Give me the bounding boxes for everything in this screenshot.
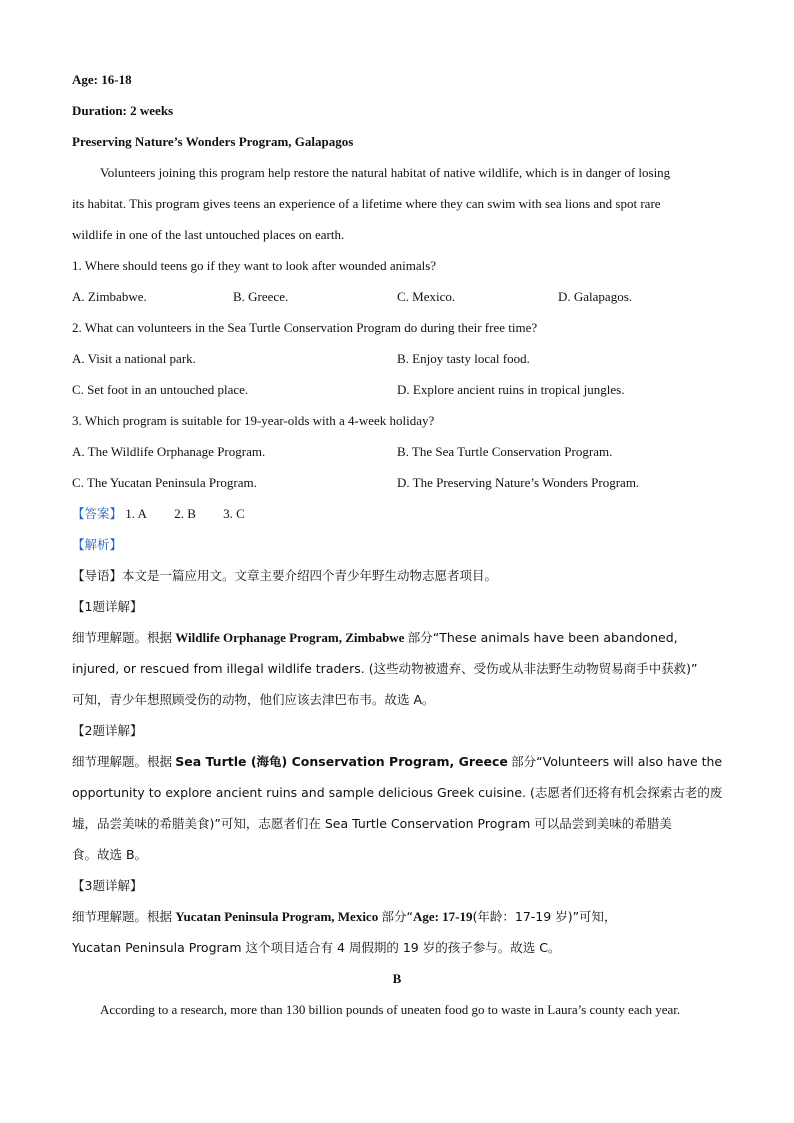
detail-3-mid: 部分“ (381, 909, 413, 924)
program-title: Preserving Nature’s Wonders Program, Galapagos (72, 134, 354, 149)
detail-2-prefix: 细节理解题。根据 (72, 754, 173, 769)
question-1-option-c: C. Mexico. (397, 289, 456, 304)
analysis-intro: 【导语】本文是一篇应用文。文章主要介绍四个青少年野生动物志愿者项目。 (72, 568, 498, 583)
detail-2-program-name: Sea Turtle (海龟) Conservation Program, Greece (175, 754, 508, 769)
detail-2-line-4: 食。故选 B。 (72, 847, 148, 862)
program-paragraph-line: its habitat. This program gives teens an experience of a lifetime where they can swim with sea lions and spot rare (72, 196, 661, 211)
question-2-option-a: A. Visit a national park. (72, 351, 196, 366)
question-1-option-d: D. Galapagos. (558, 289, 633, 304)
question-1-option-b: B. Greece. (233, 289, 289, 304)
program-duration: Duration: 2 weeks (72, 103, 174, 118)
answer-item: 2. B (174, 506, 196, 521)
detail-2-suffix: 部分“Volunteers will also have the (511, 754, 723, 769)
answer-item: 3. C (223, 506, 245, 521)
detail-3-prefix: 细节理解题。根据 (72, 909, 173, 924)
question-2-option-b: B. Enjoy tasty local food. (397, 351, 530, 366)
detail-3-line-2: Yucatan Peninsula Program 这个项目适合有 4 周假期的 19 岁的孩子参与。故选 C。 (72, 940, 561, 955)
question-2-options-row-1 (72, 343, 722, 374)
section-b-heading: B (392, 971, 402, 986)
detail-1-line-3: 可知，青少年想照顾受伤的动物，他们应该去津巴布韦。故选 A。 (72, 692, 435, 707)
detail-2-line-2: opportunity to explore ancient ruins and sample delicious Greek cuisine. (志愿者们还将有机会探索古老的废 (72, 785, 723, 800)
question-3-option-a: A. The Wildlife Orphanage Program. (72, 444, 266, 459)
detail-3-line-1 (72, 901, 722, 932)
detail-1-header: 【1题详解】 (72, 599, 143, 614)
detail-2-header: 【2题详解】 (72, 723, 143, 738)
question-3-option-d: D. The Preserving Nature’s Wonders Program. (397, 475, 640, 490)
question-3-options-row-1 (72, 436, 722, 467)
detail-3-age: Age: 17-19 (412, 909, 473, 924)
document-page (72, 64, 722, 1025)
question-1-option-a: A. Zimbabwe. (72, 289, 147, 304)
question-3-options-row-2 (72, 467, 722, 498)
detail-1-line-1 (72, 622, 722, 653)
question-3-stem: 3. Which program is suitable for 19-year-olds with a 4-week holiday? (72, 413, 435, 428)
analysis-label: 【解析】 (72, 537, 123, 552)
program-age: Age: 16-18 (72, 72, 132, 87)
question-1-stem: 1. Where should teens go if they want to look after wounded animals? (72, 258, 437, 273)
question-3-option-b: B. The Sea Turtle Conservation Program. (397, 444, 613, 459)
question-2-options-row-2 (72, 374, 722, 405)
question-2-stem: 2. What can volunteers in the Sea Turtle Conservation Program do during their free time? (72, 320, 538, 335)
question-2-option-d: D. Explore ancient ruins in tropical jungles. (397, 382, 625, 397)
detail-2-line-1 (72, 746, 722, 777)
question-3-option-c: C. The Yucatan Peninsula Program. (72, 475, 257, 490)
detail-1-prefix: 细节理解题。根据 (72, 630, 173, 645)
detail-3-header: 【3题详解】 (72, 878, 143, 893)
section-b-first-line: According to a research, more than 130 billion pounds of uneaten food go to waste in Laura’s county each year. (100, 1002, 681, 1017)
question-1-options (72, 281, 722, 312)
detail-1-suffix: 部分“These animals have been abandoned, (407, 630, 678, 645)
detail-1-program-name: Wildlife Orphanage Program, Zimbabwe (175, 630, 405, 645)
detail-3-program-name: Yucatan Peninsula Program, Mexico (175, 909, 379, 924)
answer-line (72, 498, 722, 529)
program-paragraph-line: Volunteers joining this program help restore the natural habitat of native wildlife, which is in danger of losing (100, 165, 671, 180)
answer-label: 【答案】 (72, 506, 123, 521)
question-2-option-c: C. Set foot in an untouched place. (72, 382, 249, 397)
detail-2-line-3: 墟，品尝美味的希腊美食)”可知，志愿者们在 Sea Turtle Conservation Program 可以品尝到美味的希腊美 (72, 816, 672, 831)
detail-3-suffix: (年龄：17-19 岁)”可知， (472, 909, 617, 924)
answer-item: 1. A (125, 506, 147, 521)
program-paragraph-line: wildlife in one of the last untouched places on earth. (72, 227, 345, 242)
detail-1-line-2: injured, or rescued from illegal wildlife traders. (这些动物被遗弃、受伤或从非法野生动物贸易商手中获救)” (72, 661, 698, 676)
